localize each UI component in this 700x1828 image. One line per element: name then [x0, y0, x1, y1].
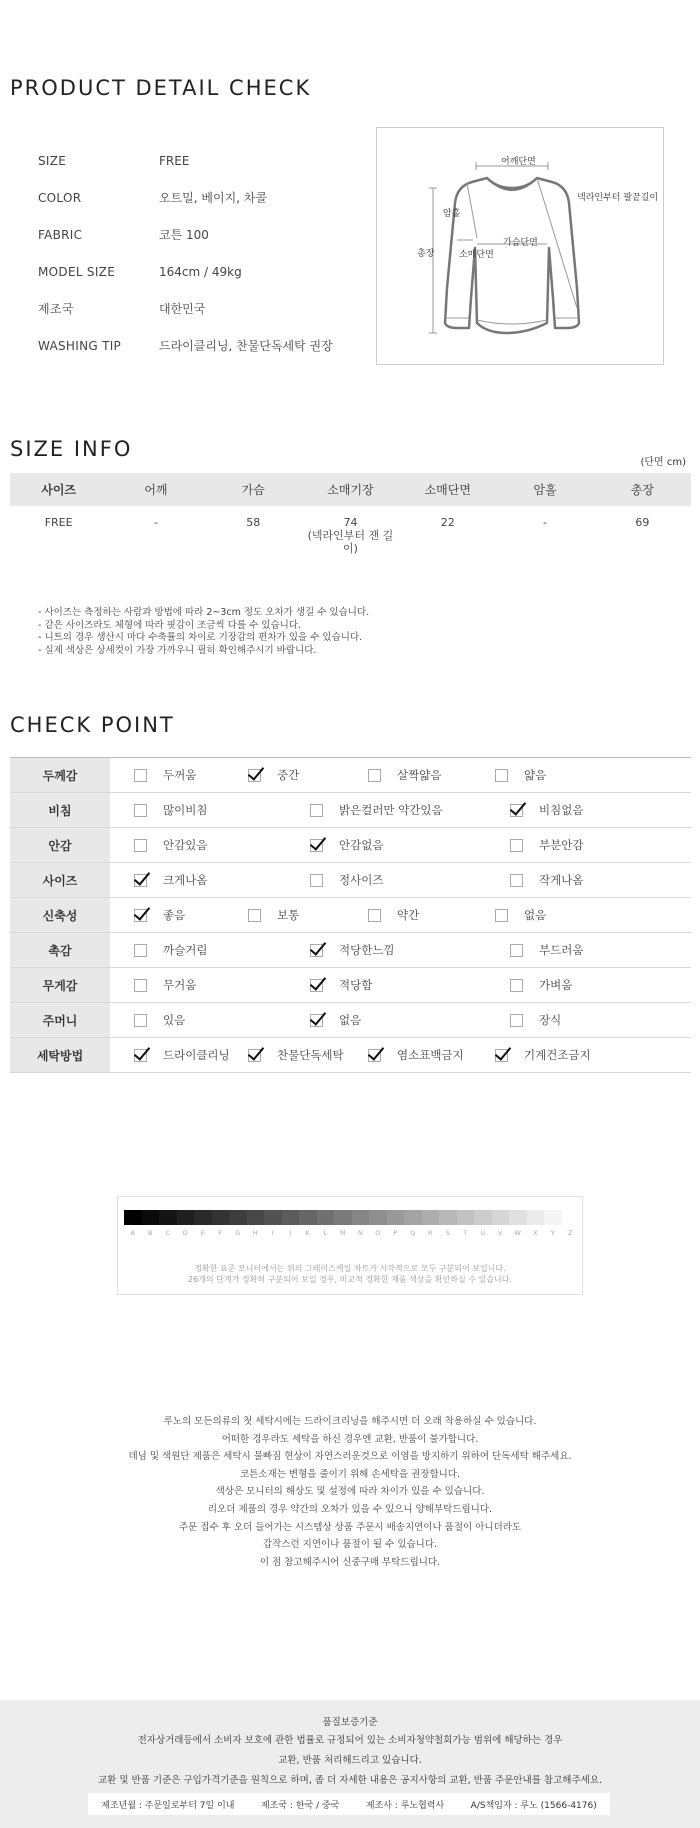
check-option-label: 기계건조금지 — [524, 1048, 591, 1062]
size-notes — [38, 607, 369, 657]
detail-row — [38, 179, 358, 216]
diagram-label-armhole: 암홀 — [443, 209, 461, 219]
empty-checkbox-icon — [134, 944, 147, 957]
grayscale-cell — [387, 1210, 405, 1225]
check-option-label: 적당한느낌 — [339, 943, 395, 957]
empty-checkbox-icon — [368, 769, 381, 782]
detail-row — [38, 253, 358, 290]
grayscale-letter: B — [148, 1229, 153, 1237]
check-row-label: 주머니 — [10, 1003, 110, 1037]
detail-row — [38, 290, 358, 327]
grayscale-cell — [509, 1210, 527, 1225]
check-option-label: 좋음 — [163, 908, 186, 922]
grayscale-letter: L — [323, 1229, 328, 1237]
diagram-label-shoulder: 어깨단면 — [501, 157, 536, 167]
care-line: 색상은 모니터의 해상도 및 설정에 따라 차이가 있을 수 있습니다. — [215, 1486, 485, 1498]
check-option — [134, 968, 196, 1002]
grayscale-cell — [334, 1210, 352, 1225]
check-option-label: 중간 — [277, 768, 300, 782]
empty-checkbox-icon — [310, 804, 323, 817]
empty-checkbox-icon — [495, 909, 508, 922]
grayscale-letter: S — [445, 1229, 450, 1237]
check-option — [248, 758, 299, 792]
check-option — [310, 828, 383, 862]
grayscale-letter: P — [393, 1229, 398, 1237]
detail-label: COLOR — [38, 190, 82, 205]
size-table — [10, 473, 691, 555]
diagram-label-total-length: 총장 — [417, 249, 435, 259]
checked-checkbox-icon — [310, 839, 323, 852]
check-row-label: 신축성 — [10, 898, 110, 932]
check-row — [10, 863, 691, 898]
grayscale-cell — [352, 1210, 370, 1225]
grayscale-cell — [194, 1210, 212, 1225]
check-option — [510, 828, 583, 862]
check-row-label: 사이즈 — [10, 863, 110, 897]
grayscale-cell — [282, 1210, 300, 1225]
check-option — [495, 758, 546, 792]
diagram-label-neck-to-sleeve: 넥라인부터 팔끝길이 — [577, 193, 659, 203]
empty-checkbox-icon — [248, 909, 261, 922]
check-option — [368, 758, 441, 792]
check-options — [110, 1003, 691, 1037]
footer-title: 품질보증기준 — [322, 1717, 378, 1728]
check-option — [134, 898, 185, 932]
check-option-label: 안감있음 — [163, 838, 208, 852]
footer-line: 교환 및 반품 기준은 구입가격기준을 원칙으로 하며, 좀 더 자세한 내용은 공지사항의 교환, 반품 주문안내를 참고해주세요. — [97, 1775, 603, 1786]
checked-checkbox-icon — [248, 769, 261, 782]
detail-value: FREE — [159, 153, 190, 168]
check-option — [310, 863, 383, 897]
grayscale-letter: E — [200, 1229, 205, 1237]
footer-info-bar — [88, 1793, 610, 1815]
check-options — [110, 968, 691, 1002]
size-header-cell: 사이즈 — [10, 473, 107, 506]
grayscale-letter: O — [375, 1229, 381, 1237]
care-line: 루노의 모든의류의 첫 세탁시에는 드라이크리닝을 해주시면 더 오래 착용하실 수 있습니다. — [163, 1416, 537, 1427]
care-line: 이 점 참고해주시어 신중구매 부탁드립니다. — [259, 1556, 441, 1568]
grayscale-letter: U — [480, 1229, 486, 1237]
detail-row — [38, 327, 358, 364]
check-option — [310, 968, 372, 1002]
size-unit-label: (단면 cm) — [640, 457, 686, 468]
grayscale-letter: N — [357, 1229, 363, 1237]
check-row — [10, 1038, 691, 1073]
check-option-label: 정사이즈 — [339, 873, 384, 887]
check-option — [495, 1038, 591, 1072]
check-options — [110, 863, 691, 897]
grayscale-cell — [439, 1210, 457, 1225]
check-option-label: 두꺼움 — [163, 768, 197, 782]
checked-checkbox-icon — [495, 1049, 508, 1062]
grayscale-cell — [159, 1210, 177, 1225]
check-option-label: 찬물단독세탁 — [277, 1048, 344, 1062]
check-row — [10, 898, 691, 933]
grayscale-letters — [124, 1229, 579, 1237]
check-point-title: CHECK POINT — [10, 713, 175, 737]
check-options — [110, 793, 691, 827]
size-header-cell: 어깨 — [107, 473, 204, 506]
detail-value: 164cm / 49kg — [159, 264, 242, 279]
check-option-label: 까슬거림 — [163, 943, 208, 957]
grayscale-letter: J — [289, 1229, 292, 1237]
check-option-label: 적당함 — [339, 978, 373, 992]
check-row — [10, 793, 691, 828]
check-option — [310, 1003, 361, 1037]
manufacture-date: 제조년월 : 주문일로부터 7일 이내 — [101, 1800, 235, 1811]
grayscale-cell — [492, 1210, 510, 1225]
grayscale-cell — [457, 1210, 475, 1225]
grayscale-letter: Q — [410, 1229, 416, 1237]
checked-checkbox-icon — [310, 1014, 323, 1027]
detail-value: 대한민국 — [159, 302, 206, 316]
grayscale-description — [118, 1263, 582, 1285]
size-table-header-row — [10, 473, 691, 506]
manufacturer: 제조사 : 루노협력사 — [365, 1800, 445, 1811]
grayscale-cell — [562, 1210, 580, 1225]
care-line: 주문 접수 후 오더 들어가는 시스템상 상품 주문시 배송지연이나 품절이 아니더라도 — [178, 1521, 522, 1533]
checked-checkbox-icon — [134, 874, 147, 887]
check-option — [368, 898, 419, 932]
grayscale-letter: H — [252, 1229, 258, 1237]
check-option-label: 있음 — [163, 1013, 186, 1027]
size-header-cell: 가슴 — [205, 473, 302, 506]
care-notice — [0, 1413, 700, 1571]
footer-text — [0, 1731, 700, 1791]
checked-checkbox-icon — [134, 909, 147, 922]
care-line: 어떠한 경우라도 세탁을 하신 경우엔 교환, 반품이 불가합니다. — [221, 1433, 479, 1445]
detail-label: FABRIC — [38, 227, 83, 242]
empty-checkbox-icon — [368, 909, 381, 922]
sleeve-width-cell: 22 — [440, 516, 455, 529]
empty-checkbox-icon — [510, 979, 523, 992]
empty-checkbox-icon — [134, 804, 147, 817]
check-row — [10, 758, 691, 793]
grayscale-cell — [142, 1210, 160, 1225]
care-line: 코튼소재는 변형을 줄이기 위해 손세탁을 권장합니다. — [239, 1468, 460, 1480]
check-option-label: 크게나옴 — [163, 873, 208, 887]
grayscale-letter: A — [130, 1229, 135, 1237]
empty-checkbox-icon — [310, 874, 323, 887]
size-cell: FREE — [44, 516, 73, 529]
grayscale-cell — [422, 1210, 440, 1225]
check-option — [134, 758, 196, 792]
check-option — [248, 1038, 344, 1072]
check-row-label: 비침 — [10, 793, 110, 827]
size-header-cell: 소매단면 — [399, 473, 496, 506]
check-option-label: 얇음 — [524, 768, 547, 782]
check-option-label: 비침없음 — [539, 803, 584, 817]
chest-cell: 58 — [246, 516, 261, 529]
check-point-table — [10, 757, 691, 1073]
check-option-label: 없음 — [339, 1013, 362, 1027]
grayscale-cell — [474, 1210, 492, 1225]
detail-label: SIZE — [38, 153, 67, 168]
size-header-cell: 총장 — [594, 473, 691, 506]
size-note: - 사이즈는 측정하는 사람과 방법에 따라 2~3cm 정도 오차가 생길 수 있습니다. — [38, 607, 370, 618]
grayscale-cell — [247, 1210, 265, 1225]
check-options — [110, 898, 691, 932]
check-option — [134, 793, 207, 827]
sleeve-length-cell — [302, 506, 399, 555]
check-option-label: 밝은컬러만 약간있음 — [339, 803, 443, 817]
diagram-label-chest: 가슴단면 — [503, 238, 538, 248]
check-option — [310, 793, 443, 827]
grayscale-letter: K — [305, 1229, 310, 1237]
grayscale-cell — [317, 1210, 335, 1225]
grayscale-desc-line: 26개의 단계가 정확히 구분되어 보일 경우, 비교적 정확한 제품 색상을 확인하실 수 있습니다. — [188, 1275, 512, 1284]
empty-checkbox-icon — [134, 1014, 147, 1027]
check-option-label: 드라이클리닝 — [163, 1048, 230, 1062]
grayscale-strip — [124, 1210, 579, 1225]
grayscale-cell — [544, 1210, 562, 1225]
grayscale-letter: I — [271, 1229, 274, 1237]
check-option-label: 염소표백금지 — [397, 1048, 464, 1062]
size-note: - 같은 사이즈라도 체형에 따라 핏감이 조금씩 다를 수 있습니다. — [38, 619, 302, 631]
as-contact: A/S책임자 : 루노 (1566-4176) — [470, 1800, 597, 1811]
detail-value: 코튼 100 — [159, 228, 209, 242]
grayscale-letter: D — [182, 1229, 188, 1237]
check-option — [510, 968, 572, 1002]
detail-label: MODEL SIZE — [38, 264, 116, 279]
grayscale-cell — [124, 1210, 142, 1225]
armhole-cell: - — [543, 516, 548, 529]
check-option — [134, 863, 207, 897]
footer-line: 교환, 반품 처리해드리고 있습니다. — [278, 1755, 422, 1766]
shoulder-cell: - — [153, 516, 158, 529]
sleeve-length-note: (넥라인부터 잰 길이) — [307, 529, 394, 555]
grayscale-letter: Z — [568, 1229, 573, 1237]
check-option-label: 살짝얇음 — [397, 768, 442, 782]
grayscale-letter: Y — [550, 1229, 555, 1237]
grayscale-letter: R — [427, 1229, 433, 1237]
check-option-label: 없음 — [524, 908, 547, 922]
grayscale-cell — [527, 1210, 545, 1225]
check-row-label: 두께감 — [10, 758, 110, 792]
size-note: - 니트의 경우 생산시 마다 수축률의 차이로 기장감의 편차가 있을 수 있습니다. — [38, 632, 363, 643]
size-note: - 실제 색상은 상세컷이 가장 가까우니 필히 확인해주시기 바랍니다. — [38, 644, 317, 656]
detail-row — [38, 216, 358, 253]
grayscale-chart — [117, 1196, 583, 1295]
grayscale-letter: T — [463, 1229, 468, 1237]
check-row-label: 안감 — [10, 828, 110, 862]
check-option — [134, 1038, 230, 1072]
size-table-row — [10, 506, 691, 555]
check-option — [510, 793, 583, 827]
check-option — [134, 933, 207, 967]
checked-checkbox-icon — [510, 804, 523, 817]
checked-checkbox-icon — [248, 1049, 261, 1062]
detail-value: 드라이클리닝, 찬물단독세탁 권장 — [159, 339, 333, 353]
empty-checkbox-icon — [134, 839, 147, 852]
check-option-label: 가벼움 — [539, 978, 573, 992]
grayscale-desc-line: 정확한 표준 모니터에서는 위의 그레이스케일 차트가 시각적으로 모두 구분되어 보입니다. — [194, 1264, 506, 1273]
grayscale-cell — [264, 1210, 282, 1225]
check-option-label: 작게나옴 — [539, 873, 584, 887]
grayscale-letter: M — [339, 1229, 346, 1237]
grayscale-letter: V — [498, 1229, 503, 1237]
check-option — [495, 898, 546, 932]
detail-label: WASHING TIP — [38, 338, 122, 353]
check-option — [510, 863, 583, 897]
empty-checkbox-icon — [495, 769, 508, 782]
grayscale-cell — [299, 1210, 317, 1225]
grayscale-cell — [229, 1210, 247, 1225]
check-row-label: 촉감 — [10, 933, 110, 967]
checked-checkbox-icon — [134, 1049, 147, 1062]
size-info-title: SIZE INFO — [10, 437, 133, 461]
check-option-label: 안감없음 — [339, 838, 384, 852]
empty-checkbox-icon — [134, 979, 147, 992]
detail-label: 제조국 — [38, 302, 74, 316]
product-detail-title: PRODUCT DETAIL CHECK — [10, 76, 312, 100]
grayscale-cell — [404, 1210, 422, 1225]
check-option — [310, 933, 395, 967]
footer-line: 전자상거래등에서 소비자 보호에 관한 법률로 규정되어 있는 소비자청약철회가능 범위에 해당하는 경우 — [137, 1735, 563, 1746]
check-row — [10, 828, 691, 863]
check-row-label: 세탁방법 — [10, 1038, 110, 1072]
check-option — [134, 1003, 185, 1037]
check-row — [10, 1003, 691, 1038]
checked-checkbox-icon — [310, 944, 323, 957]
detail-value: 오트밀, 베이지, 차콜 — [159, 191, 267, 205]
empty-checkbox-icon — [510, 874, 523, 887]
check-option-label: 보통 — [277, 908, 300, 922]
check-options — [110, 933, 691, 967]
check-option-label: 많이비침 — [163, 803, 208, 817]
check-option-label: 부드러움 — [539, 943, 584, 957]
empty-checkbox-icon — [134, 769, 147, 782]
empty-checkbox-icon — [510, 839, 523, 852]
diagram-label-sleeve-width: 소매단면 — [459, 250, 494, 260]
checked-checkbox-icon — [368, 1049, 381, 1062]
checked-checkbox-icon — [310, 979, 323, 992]
grayscale-letter: F — [218, 1229, 223, 1237]
product-detail-table — [38, 142, 358, 364]
grayscale-cell — [369, 1210, 387, 1225]
country-of-origin: 제조국 : 한국 / 중국 — [260, 1800, 340, 1811]
check-option-label: 무거움 — [163, 978, 197, 992]
care-line: 리오더 제품의 경우 약간의 오차가 있을 수 있으니 양해부탁드립니다. — [207, 1503, 493, 1515]
check-option — [510, 1003, 561, 1037]
quality-guarantee-footer — [0, 1700, 700, 1828]
grayscale-letter: G — [235, 1229, 241, 1237]
care-line: 갑작스런 지연이나 품절이 될 수 있습니다. — [262, 1539, 438, 1551]
empty-checkbox-icon — [510, 944, 523, 957]
grayscale-cell — [177, 1210, 195, 1225]
check-option — [368, 1038, 464, 1072]
grayscale-letter: W — [514, 1229, 521, 1237]
detail-row — [38, 142, 358, 179]
empty-checkbox-icon — [510, 1014, 523, 1027]
sleeve-length-value: 74 — [343, 516, 358, 529]
grayscale-letter: C — [165, 1229, 171, 1237]
check-option-label: 약간 — [397, 908, 420, 922]
care-line: 데님 및 색원단 제품은 세탁시 물빠짐 현상이 자연스러운것으로 이염을 방지하기 위하여 단독세탁 해주세요. — [128, 1451, 572, 1463]
grayscale-letter: X — [533, 1229, 538, 1237]
check-option — [134, 828, 207, 862]
grayscale-cell — [212, 1210, 230, 1225]
check-row — [10, 933, 691, 968]
check-option-label: 장식 — [539, 1013, 562, 1027]
size-header-cell: 소매기장 — [302, 473, 399, 506]
check-row — [10, 968, 691, 1003]
check-option — [248, 898, 299, 932]
check-options — [110, 758, 691, 792]
total-length-cell: 69 — [635, 516, 650, 529]
size-header-cell: 암홀 — [496, 473, 593, 506]
check-option-label: 부분안감 — [539, 838, 584, 852]
check-options — [110, 1038, 691, 1072]
check-options — [110, 828, 691, 862]
check-row-label: 무게감 — [10, 968, 110, 1002]
garment-measurement-diagram — [376, 127, 664, 365]
check-option — [510, 933, 583, 967]
